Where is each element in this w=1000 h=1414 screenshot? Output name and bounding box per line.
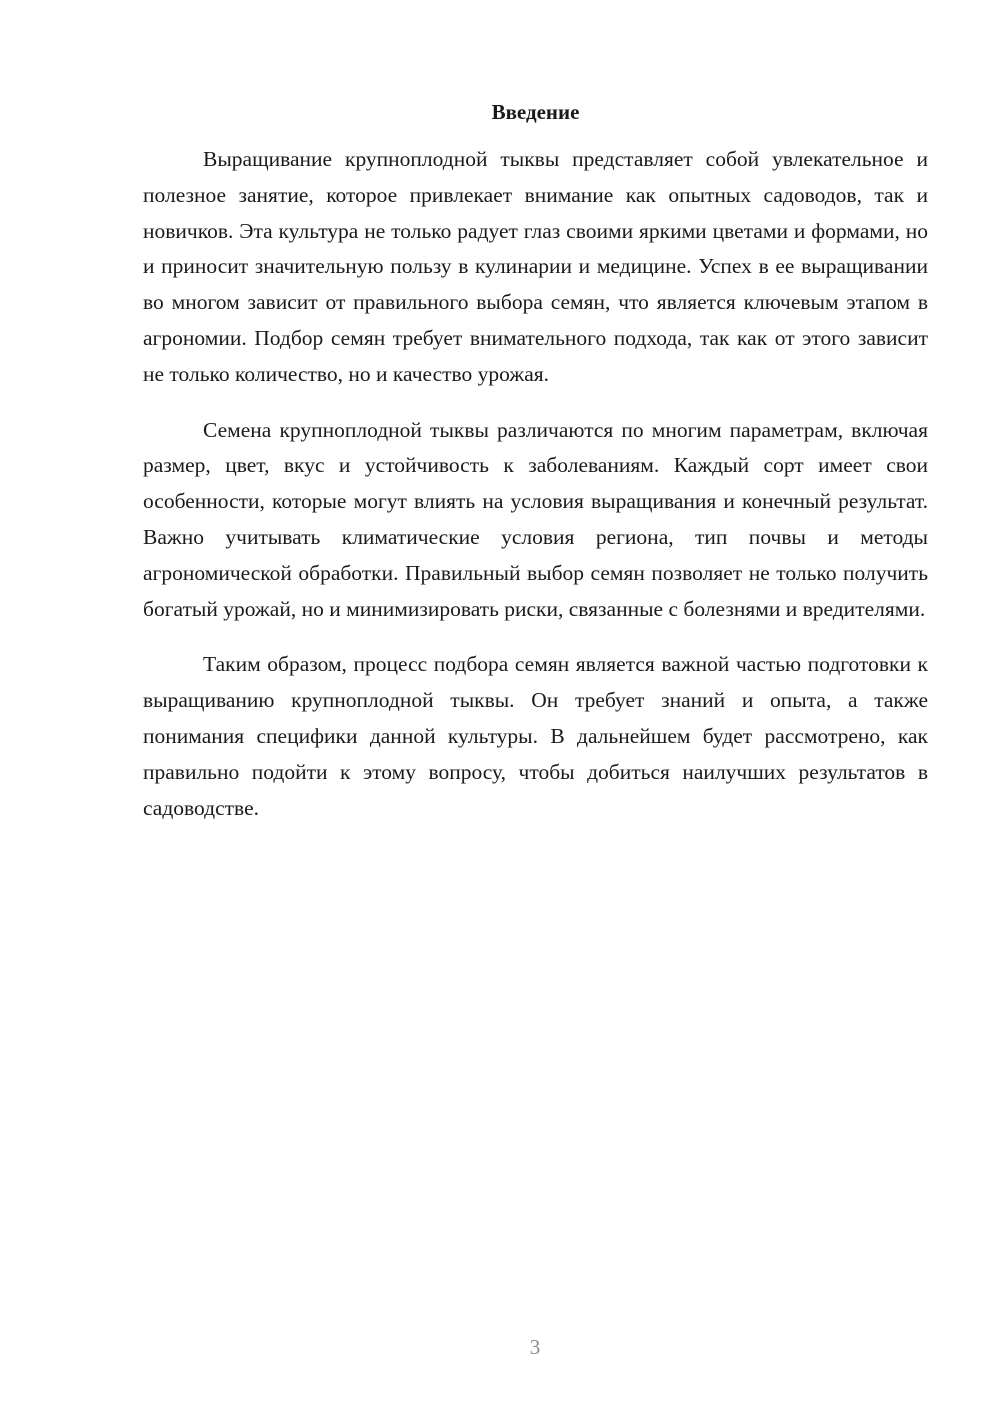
paragraph-2: Семена крупноплодной тыквы различаются по многим параметрам, включая размер, цвет, вкус и устойчивость к заболеваниям. Каждый сорт имеет свои особенности, которые могут влиять на условия выращивания и конечный результат. Важно учитывать климатические условия региона, тип почвы и методы агрономической обработки. Правильный выбор семян позволяет не только получить богатый урожай, но и минимизировать риски, связанные с болезнями и вредителями. xyxy=(143,417,928,621)
paragraph-3: Таким образом, процесс подбора семян является важной частью подготовки к выращиванию крупноплодной тыквы. Он требует знаний и опыта, а также понимания специфики данной культуры. В дальнейшем будет рассмотрено, как правильно подойти к этому вопросу, чтобы добиться наилучших результатов в садоводстве. xyxy=(143,652,928,820)
page-number: 3 xyxy=(529,1335,541,1359)
body-text xyxy=(143,142,928,846)
paragraph-1: Выращивание крупноплодной тыквы представляет собой увлекательное и полезное занятие, которое привлекает внимание как опытных садоводов, так и новичков. Эта культура не только радует глаз своими яркими цветами и формами, но и приносит значительную пользу в кулинарии и медицине. Успех в ее выращивании во многом зависит от правильного выбора семян, что является ключевым этапом в агрономии. Подбор семян требует внимательного подхода, так как от этого зависит не только количество, но и качество урожая. xyxy=(143,147,928,386)
section-title: Введение xyxy=(491,100,580,124)
